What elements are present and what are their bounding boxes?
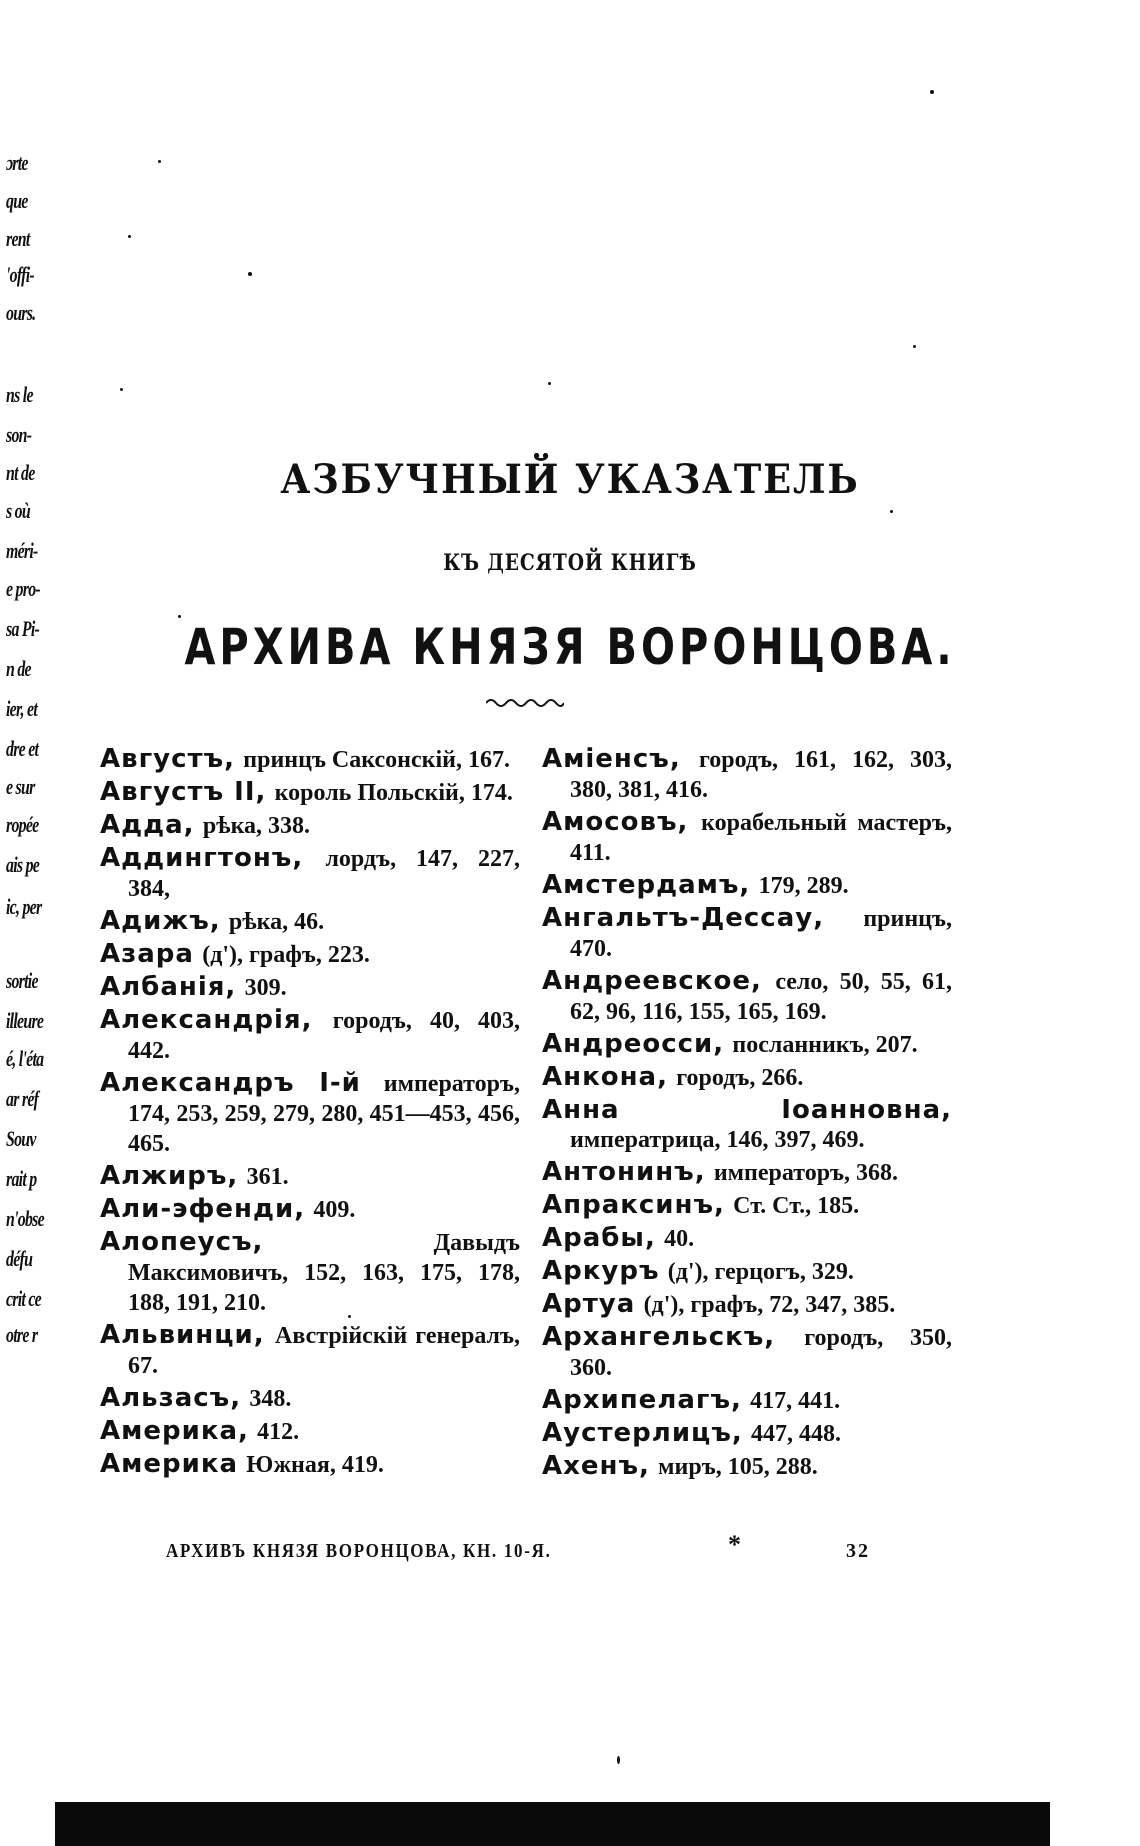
entry-headword: Архангельскъ, xyxy=(542,1322,776,1352)
print-speck xyxy=(913,345,916,348)
index-entry xyxy=(542,967,952,1027)
entry-headword: Александрія, xyxy=(100,1005,313,1035)
bleed-line: illeure xyxy=(6,1008,44,1033)
bleed-line: ier, et xyxy=(6,696,38,721)
entry-headword: Августъ, xyxy=(100,744,236,774)
entry-headword: Андреевское, xyxy=(542,966,762,996)
print-speck xyxy=(930,90,934,94)
entry-body: 348. xyxy=(249,1386,292,1412)
entry-body: (д'), графъ, 223. xyxy=(202,942,370,968)
entry-headword: Андреосси, xyxy=(542,1029,725,1059)
index-entry xyxy=(100,973,520,1003)
entry-body: 309. xyxy=(244,975,287,1001)
bleed-line: e sur xyxy=(6,774,35,799)
entry-body: 412. xyxy=(257,1419,300,1445)
entry-headword: Ангальтъ-Дессау, xyxy=(542,903,825,933)
entry-body: 179, 289. xyxy=(758,873,849,899)
entry-body: рѣка, 46. xyxy=(228,909,325,935)
entry-body: Южная, 419. xyxy=(246,1452,384,1478)
entry-body: 40. xyxy=(664,1226,695,1252)
index-entry xyxy=(542,871,952,901)
bleed-line: rent xyxy=(6,226,30,251)
entry-body: село, 50, 55, 61, 62, 96, 116, 155, 165, 169. xyxy=(570,969,952,1025)
index-entry xyxy=(542,1224,952,1254)
entry-headword: Али-эфенди, xyxy=(100,1194,306,1224)
index-entry xyxy=(100,907,520,937)
bleed-line: son- xyxy=(6,422,32,447)
entry-body: 447, 448. xyxy=(751,1421,842,1447)
index-entry xyxy=(100,1417,520,1447)
bleed-line: ic, per xyxy=(6,894,42,919)
scan-edge-shadow xyxy=(55,1802,1050,1846)
entry-headword: Азара xyxy=(100,939,194,969)
bleed-line: nt de xyxy=(6,460,35,485)
bleed-line: rait p xyxy=(6,1166,37,1191)
entry-body: императоръ, 174, 253, 259, 279, 280, 451—453, 456, 465. xyxy=(128,1071,520,1157)
index-entry xyxy=(100,940,520,970)
footer-signature: АРХИВЪ КНЯЗЯ ВОРОНЦОВА, КН. 10-Я. xyxy=(166,1540,552,1562)
index-entry xyxy=(100,778,520,808)
index-entry xyxy=(100,1384,520,1414)
entry-body: рѣка, 338. xyxy=(202,813,311,839)
entry-headword: Августъ II, xyxy=(100,777,267,807)
bleed-line: méri- xyxy=(6,538,38,563)
entry-headword: Антонинъ, xyxy=(542,1157,706,1187)
index-entry xyxy=(100,844,520,904)
entry-headword: Анкона, xyxy=(542,1062,668,1092)
index-entry xyxy=(542,1063,952,1093)
bleed-line: crit ce xyxy=(6,1286,41,1311)
archive-title: АРХИВА КНЯЗЯ ВОРОНЦОВА. xyxy=(184,618,956,676)
entry-headword: Албанія, xyxy=(100,972,237,1002)
bleed-line: Souv xyxy=(6,1126,36,1151)
entry-headword: Ахенъ, xyxy=(542,1451,650,1481)
index-column-left xyxy=(100,745,520,1483)
index-entry xyxy=(100,811,520,841)
bleed-line: n de xyxy=(6,656,31,681)
entry-body: (д'), герцогъ, 329. xyxy=(667,1259,854,1285)
index-entry xyxy=(100,1450,520,1480)
print-speck xyxy=(548,382,551,385)
entry-headword: Альзасъ, xyxy=(100,1383,242,1413)
print-speck xyxy=(348,1315,351,1318)
index-entry xyxy=(100,1069,520,1159)
print-speck xyxy=(248,272,252,276)
footer-mark: * xyxy=(728,1530,743,1559)
index-entry xyxy=(542,1257,952,1287)
bleed-line: que xyxy=(6,188,28,213)
entry-headword: Америка xyxy=(100,1449,239,1479)
index-entry xyxy=(542,1452,952,1482)
index-entry xyxy=(542,1191,952,1221)
entry-body: корабельный мастеръ, 411. xyxy=(570,810,952,866)
ornament-divider xyxy=(486,696,564,710)
entry-body: 361. xyxy=(246,1164,289,1190)
print-speck xyxy=(617,1756,620,1764)
bleed-line: é, l'éta xyxy=(6,1046,44,1071)
index-entry xyxy=(100,745,520,775)
entry-headword: Аустерлицъ, xyxy=(542,1418,743,1448)
bleed-line: ar réf xyxy=(6,1086,39,1111)
entry-body: принцъ, 470. xyxy=(570,906,952,962)
index-entry xyxy=(542,1158,952,1188)
entry-headword: Анна Іоанновна, xyxy=(542,1095,952,1125)
bleed-line: ɔrte xyxy=(6,150,28,175)
print-speck xyxy=(120,388,123,391)
print-speck xyxy=(890,510,893,513)
entry-body: городъ, 161, 162, 303, 380, 381, 416. xyxy=(570,747,952,803)
entry-headword: Аркуръ xyxy=(542,1256,660,1286)
entry-body: король Польскій, 174. xyxy=(274,780,513,806)
bleed-line: e pro- xyxy=(6,576,40,601)
print-speck xyxy=(128,235,131,238)
entry-headword: Александръ I-й xyxy=(100,1068,361,1098)
entry-body: императрица, 146, 397, 469. xyxy=(570,1127,865,1153)
bleed-line: ours. xyxy=(6,300,36,325)
entry-body: императоръ, 368. xyxy=(713,1160,899,1186)
entry-headword: Адда, xyxy=(100,810,195,840)
bleed-line: ns le xyxy=(6,382,33,407)
entry-headword: Америка, xyxy=(100,1416,249,1446)
index-entry xyxy=(100,1228,520,1318)
index-entry xyxy=(542,1419,952,1449)
index-entry xyxy=(542,808,952,868)
bleed-line: n'obse xyxy=(6,1206,44,1231)
bleed-line: dre et xyxy=(6,736,39,761)
bleed-through-text xyxy=(6,150,76,1370)
entry-body: посланникъ, 207. xyxy=(732,1032,918,1058)
bleed-line: ropée xyxy=(6,812,39,837)
bleed-line: sortie xyxy=(6,968,38,993)
index-entry xyxy=(100,1195,520,1225)
bleed-line: défu xyxy=(6,1246,33,1271)
index-entry xyxy=(542,1323,952,1383)
index-title: АЗБУЧНЫЙ УКАЗАТЕЛЬ xyxy=(280,456,860,503)
entry-headword: Артуа xyxy=(542,1289,636,1319)
entry-body: 409. xyxy=(313,1197,356,1223)
index-entry xyxy=(542,745,952,805)
index-subtitle: КЪ ДЕСЯТОЙ КНИГѢ xyxy=(443,550,697,576)
entry-headword: Адижъ, xyxy=(100,906,221,936)
entry-body: Давыдъ Максимовичъ, 152, 163, 175, 178, 188, 191, 210. xyxy=(128,1230,520,1316)
entry-headword: Аміенсъ, xyxy=(542,744,681,774)
entry-headword: Аддингтонъ, xyxy=(100,843,304,873)
entry-body: 417, 441. xyxy=(750,1388,841,1414)
entry-body: миръ, 105, 288. xyxy=(658,1454,818,1480)
entry-headword: Арабы, xyxy=(542,1223,656,1253)
print-speck xyxy=(178,615,181,618)
bleed-line: 'offi- xyxy=(6,262,34,287)
entry-body: Ст. Ст., 185. xyxy=(733,1193,860,1219)
entry-headword: Амстердамъ, xyxy=(542,870,751,900)
entry-headword: Архипелагъ, xyxy=(542,1385,742,1415)
entry-headword: Алопеусъ, xyxy=(100,1227,264,1257)
bleed-line: otre r xyxy=(6,1322,38,1347)
bleed-line: s où xyxy=(6,498,30,523)
index-entry xyxy=(542,1030,952,1060)
entry-body: (д'), графъ, 72, 347, 385. xyxy=(643,1292,896,1318)
entry-body: принцъ Саксонскій, 167. xyxy=(243,747,510,773)
index-entry xyxy=(542,1096,952,1155)
entry-body: Австрійскій генералъ, 67. xyxy=(128,1323,520,1379)
bleed-line: sa Pi- xyxy=(6,616,40,641)
entry-headword: Альвинци, xyxy=(100,1320,265,1350)
index-entry xyxy=(542,1386,952,1416)
page-number: 32 xyxy=(846,1540,870,1562)
index-entry xyxy=(100,1321,520,1381)
entry-body: лордъ, 147, 227, 384, xyxy=(128,846,520,902)
entry-headword: Амосовъ, xyxy=(542,807,689,837)
index-entry xyxy=(100,1162,520,1192)
index-column-right xyxy=(542,745,952,1485)
bleed-line: ais pe xyxy=(6,852,40,877)
entry-body: городъ, 40, 403, 442. xyxy=(128,1008,521,1064)
entry-headword: Апраксинъ, xyxy=(542,1190,725,1220)
print-speck xyxy=(158,160,161,163)
index-entry xyxy=(542,904,952,964)
index-entry xyxy=(100,1006,520,1066)
index-entry xyxy=(542,1290,952,1320)
entry-body: городъ, 350, 360. xyxy=(570,1325,953,1381)
entry-body: городъ, 266. xyxy=(676,1065,804,1091)
entry-headword: Алжиръ, xyxy=(100,1161,239,1191)
